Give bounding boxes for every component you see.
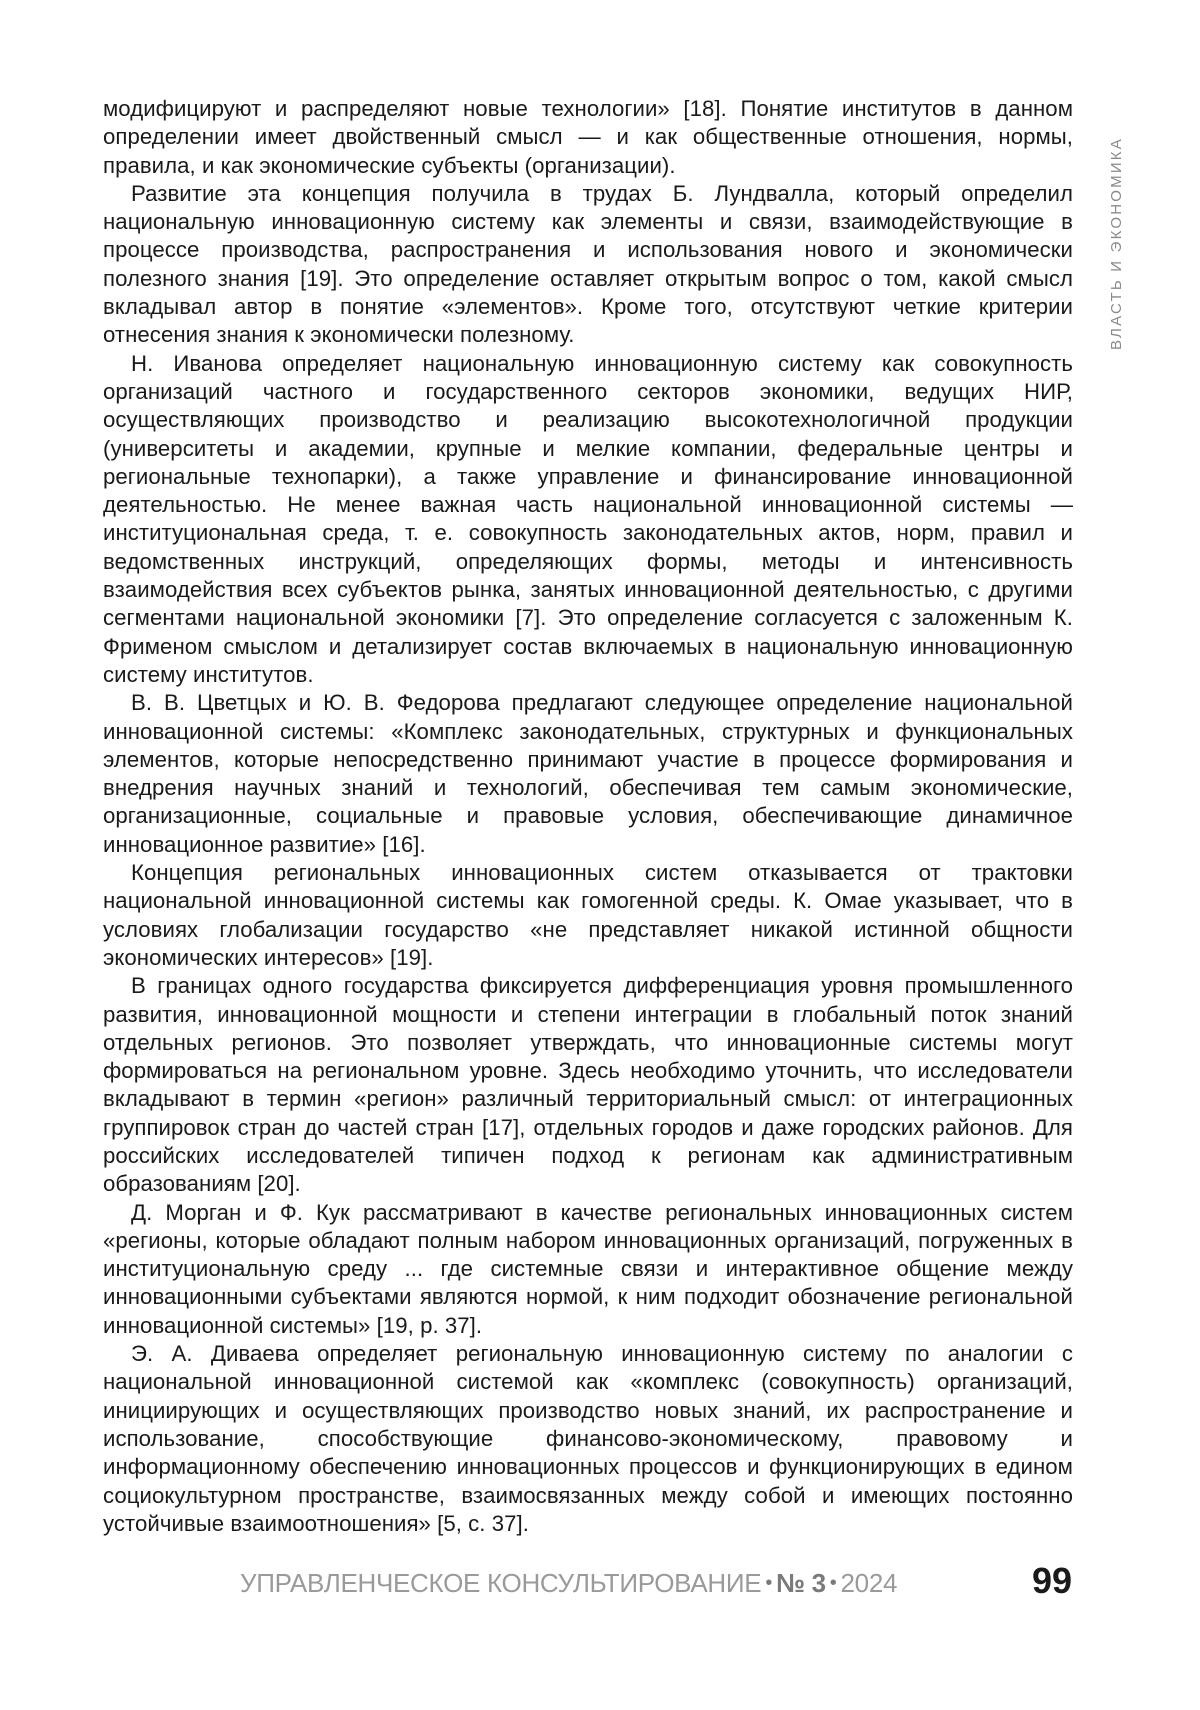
article-body xyxy=(103,95,1073,1538)
paragraph-2: Развитие эта концепция получила в трудах Б. Лундвалла, который определил национальную инновационную систему как элементы и связи, взаимодействующие в процессе производства, распространения и использования нового и экономически полезного знания [19]. Это определение оставляет открытым вопрос о том, какой смысл вкладывал автор в понятие «элементов». Кроме того, отсутствуют четкие критерии отнесения знания к экономически полезному. xyxy=(103,180,1073,350)
paragraph-4: В. В. Цветцых и Ю. В. Федорова предлагают следующее определение национальной инновационной системы: «Комплекс законодательных, структурных и функциональных элементов, которые непосредственно принимают участие в процессе формирования и внедрения научных знаний и технологий, обеспечивая тем самым экономические, организационные, социальные и правовые условия, обеспечивающие динамичное инновационное развитие» [16]. xyxy=(103,689,1073,859)
journal-running-title xyxy=(240,1568,897,1599)
paragraph-8: Э. А. Диваева определяет региональную инновационную систему по аналогии с национальной инновационной системой как «комплекс (совокупность) организаций, инициирующих и осуществляющих производство новых знаний, их распространение и использование, способствующие финансово-экономическому, правовому и информационному обеспечению инновационных процессов и функционирующих в едином социокультурном пространстве, взаимосвязанных между собой и имеющих постоянно устойчивые взаимоотношения» [5, с. 37]. xyxy=(103,1340,1073,1538)
issue-number: № 3 xyxy=(776,1568,826,1598)
paragraph-7: Д. Морган и Ф. Кук рассматривают в качестве региональных инновационных систем «регионы, которые обладают полным набором инновационных организаций, погруженных в институциональную среду ... где системные связи и интерактивное общение между инновационными субъектами являются нормой, к ним подходит обозначение региональной инновационной системы» [19, p. 37]. xyxy=(103,1199,1073,1340)
issue-year: 2024 xyxy=(841,1568,898,1598)
paragraph-6: В границах одного государства фиксируется дифференциация уровня промышленного развития, инновационной мощности и степени интеграции в глобальный поток знаний отдельных регионов. Это позволяет утверждать, что инновационные системы могут формироваться на региональном уровне. Здесь необходимо уточнить, что исследователи вкладывают в термин «регион» различный территориальный смысл: от интеграционных группировок стран до частей стран [17], отдельных городов и даже городских районов. Для российских исследователей типичен подход к регионам как административным образованиям [20]. xyxy=(103,972,1073,1198)
separator-dot: • xyxy=(826,1572,841,1594)
section-rubric: ВЛАСТЬ И ЭКОНОМИКА xyxy=(1108,100,1134,350)
separator-dot: • xyxy=(761,1572,776,1594)
paragraph-1: модифицируют и распределяют новые технологии» [18]. Понятие институтов в данном определении имеет двойственный смысл — и как общественные отношения, нормы, правила, и как экономические субъекты (организации). xyxy=(103,95,1073,180)
page-number: 99 xyxy=(1032,1560,1072,1602)
journal-title: УПРАВЛЕНЧЕСКОЕ КОНСУЛЬТИРОВАНИЕ xyxy=(240,1568,761,1598)
page-footer xyxy=(0,1560,1200,1620)
paragraph-5: Концепция региональных инновационных систем отказывается от трактовки национальной инновационной системы как гомогенной среды. К. Омае указывает, что в условиях глобализации государство «не представляет никакой истинной общности экономических интересов» [19]. xyxy=(103,859,1073,972)
paragraph-3: Н. Иванова определяет национальную инновационную систему как совокупность организаций частного и государственного секторов экономики, ведущих НИР, осуществляющих производство и реализацию высокотехнологичной продукции (университеты и академии, крупные и мелкие компании, федеральные центры и региональные технопарки), а также управление и финансирование инновационной деятельностью. Не менее важная часть национальной инновационной системы — институциональная среда, т. е. совокупность законодательных актов, норм, правил и ведомственных инструкций, определяющих формы, методы и интенсивность взаимодействия всех субъектов рынка, занятых инновационной деятельностью, с другими сегментами национальной экономики [7]. Это определение согласуется с заложенным К. Фрименом смыслом и детализирует состав включаемых в национальную инновационную систему институтов. xyxy=(103,350,1073,690)
journal-page xyxy=(0,0,1200,1710)
